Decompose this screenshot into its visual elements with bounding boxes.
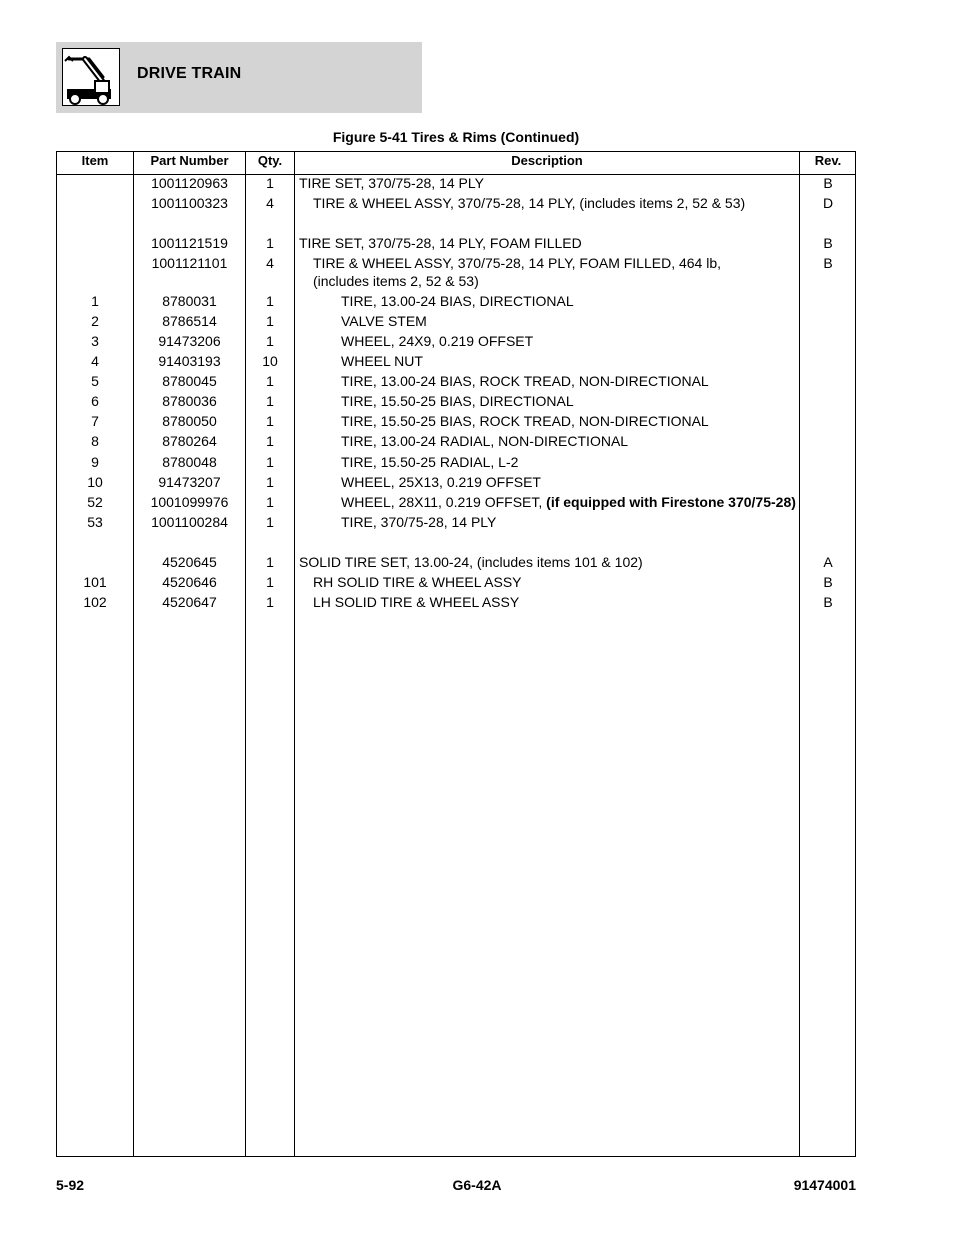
description	[299, 593, 799, 611]
description	[299, 312, 799, 330]
page-number: 5-92	[56, 1177, 85, 1193]
quantity: 1	[266, 554, 274, 570]
description-text: TIRE, 15.50-25 BIAS, ROCK TREAD, NON-DIRECTIONAL	[341, 413, 709, 429]
quantity: 1	[266, 514, 274, 530]
description-text: TIRE & WHEEL ASSY, 370/75-28, 14 PLY, FOAM FILLED, 464 lb,	[313, 255, 722, 271]
description	[299, 392, 799, 410]
description-text: TIRE SET, 370/75-28, 14 PLY	[299, 175, 484, 191]
description-text: TIRE, 370/75-28, 14 PLY	[341, 514, 497, 530]
item-number: 3	[91, 333, 99, 349]
description-text: WHEEL, 25X13, 0.219 OFFSET	[341, 474, 541, 490]
quantity: 1	[266, 594, 274, 610]
part-number: 8780031	[162, 293, 217, 309]
section-title: DRIVE TRAIN	[137, 65, 242, 82]
item-number: 5	[91, 373, 99, 389]
description	[299, 493, 799, 511]
quantity: 1	[266, 235, 274, 251]
item-number: 9	[91, 454, 99, 470]
quantity: 1	[266, 313, 274, 329]
item-number: 6	[91, 393, 99, 409]
part-number: 4520646	[162, 574, 217, 590]
column-header-rev: Rev.	[814, 153, 842, 168]
description-text: LH SOLID TIRE & WHEEL ASSY	[313, 594, 520, 610]
item-number: 1	[91, 293, 99, 309]
description-text: WHEEL, 24X9, 0.219 OFFSET	[341, 333, 534, 349]
part-number: 1001100284	[151, 514, 228, 530]
revision: B	[823, 594, 833, 610]
quantity: 1	[266, 494, 274, 510]
quantity: 1	[266, 373, 274, 389]
part-number: 8780045	[162, 373, 217, 389]
item-number: 10	[87, 474, 103, 490]
description	[299, 473, 799, 491]
quantity: 1	[266, 454, 274, 470]
item-number: 4	[91, 353, 99, 369]
description	[299, 513, 799, 531]
description	[299, 292, 799, 310]
description	[299, 573, 799, 591]
part-number: 8780036	[162, 393, 217, 409]
revision: B	[823, 574, 833, 590]
part-number: 1001121101	[151, 255, 228, 271]
quantity: 4	[266, 195, 274, 211]
part-number: 91403193	[158, 353, 221, 369]
description-note: (if equipped with Firestone 370/75-28)	[546, 494, 796, 510]
part-number: 91473207	[158, 474, 221, 490]
item-number: 52	[87, 494, 103, 510]
description-text: TIRE, 13.00-24 BIAS, ROCK TREAD, NON-DIRECTIONAL	[341, 373, 709, 389]
description-text: TIRE, 15.50-25 BIAS, DIRECTIONAL	[341, 393, 574, 409]
document-number: 91474001	[793, 1177, 856, 1193]
description	[299, 234, 799, 252]
column-header-part-number: Part Number	[150, 153, 229, 168]
description	[299, 254, 799, 290]
quantity: 1	[266, 413, 274, 429]
description-text: TIRE, 15.50-25 RADIAL, L-2	[341, 454, 519, 470]
description	[299, 432, 799, 450]
description	[299, 453, 799, 471]
revision: B	[823, 235, 833, 251]
part-number: 4520647	[162, 594, 217, 610]
part-number: 1001120963	[151, 175, 228, 191]
part-number: 8780264	[162, 433, 217, 449]
column-divider	[294, 152, 295, 1156]
quantity: 1	[266, 175, 274, 191]
description	[299, 412, 799, 430]
column-divider	[799, 152, 800, 1156]
parts-table	[56, 151, 856, 1157]
part-number: 91473206	[158, 333, 221, 349]
description	[299, 553, 799, 571]
quantity: 4	[266, 255, 274, 271]
description-text: TIRE & WHEEL ASSY, 370/75-28, 14 PLY, (includes items 2, 52 & 53)	[313, 195, 746, 211]
description	[299, 174, 799, 192]
part-number: 4520645	[162, 554, 217, 570]
part-number: 8780048	[162, 454, 217, 470]
item-number: 101	[83, 574, 107, 590]
model-number: G6-42A	[452, 1177, 502, 1193]
description	[299, 352, 799, 370]
description-text: TIRE, 13.00-24 RADIAL, NON-DIRECTIONAL	[341, 433, 629, 449]
description-text: RH SOLID TIRE & WHEEL ASSY	[313, 574, 522, 590]
column-header-qty: Qty.	[257, 153, 283, 168]
item-number: 8	[91, 433, 99, 449]
description-text: TIRE, 13.00-24 BIAS, DIRECTIONAL	[341, 293, 574, 309]
quantity: 1	[266, 574, 274, 590]
description-text: WHEEL, 28X11, 0.219 OFFSET,	[341, 494, 547, 510]
part-number: 1001121519	[151, 235, 228, 251]
description-text: VALVE STEM	[341, 313, 427, 329]
description-text: TIRE SET, 370/75-28, 14 PLY, FOAM FILLED	[299, 235, 582, 251]
quantity: 10	[262, 353, 278, 369]
description-text: SOLID TIRE SET, 13.00-24, (includes items 101 & 102)	[299, 554, 643, 570]
revision: D	[822, 195, 834, 211]
quantity: 1	[266, 393, 274, 409]
table-header	[57, 152, 855, 175]
item-number: 2	[91, 313, 99, 329]
description	[299, 332, 799, 350]
part-number: 8780050	[162, 413, 217, 429]
description-text: WHEEL NUT	[341, 353, 423, 369]
description	[299, 194, 799, 212]
item-number: 102	[83, 594, 107, 610]
revision: A	[823, 554, 833, 570]
item-number: 7	[91, 413, 99, 429]
item-number: 53	[87, 514, 103, 530]
part-number: 1001099976	[150, 494, 229, 510]
description	[299, 372, 799, 390]
section-logo	[62, 48, 120, 106]
column-header-item: Item	[81, 153, 109, 168]
part-number: 8786514	[162, 313, 217, 329]
quantity: 1	[266, 474, 274, 490]
part-number: 1001100323	[151, 195, 228, 211]
quantity: 1	[266, 333, 274, 349]
column-header-description: Description	[511, 153, 583, 168]
quantity: 1	[266, 433, 274, 449]
description-continuation: (includes items 2, 52 & 53)	[313, 273, 479, 289]
telehandler-boom-icon	[63, 49, 119, 105]
revision: B	[823, 175, 833, 191]
revision: B	[823, 255, 833, 271]
quantity: 1	[266, 293, 274, 309]
figure-title: Figure 5-41 Tires & Rims (Continued)	[332, 129, 580, 145]
